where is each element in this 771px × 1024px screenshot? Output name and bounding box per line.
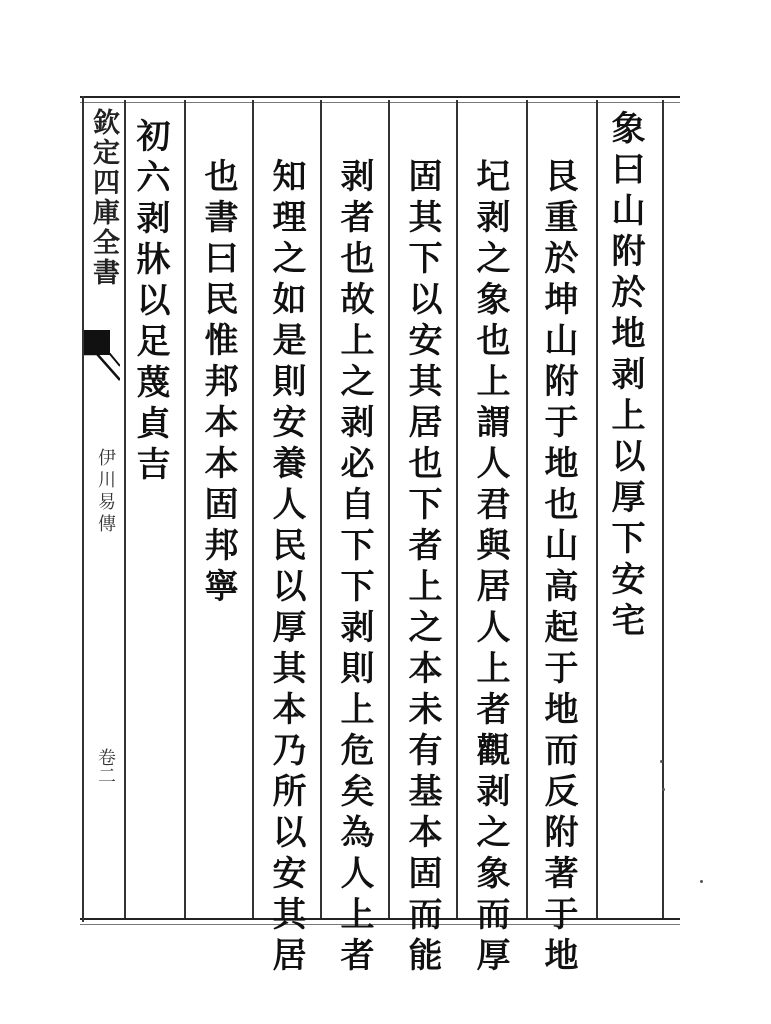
text-column: 象曰山附於地剥上以厚下安宅 [605, 110, 645, 643]
bottom-border [80, 918, 680, 920]
column-divider [662, 100, 664, 918]
text-column: 圮剥之象也上謂人君與居人上者觀剥之象而厚 [470, 158, 510, 978]
text-column: 固其下以安其居也下者上之本未有基本固而能 [402, 158, 442, 978]
series-title: 欽定四庫全書 [88, 108, 119, 288]
column-divider [526, 100, 528, 918]
print-speck [662, 788, 665, 791]
fish-tail-mark-icon [84, 330, 120, 382]
text-column: 也書曰民惟邦本本固邦寧 [198, 158, 238, 609]
bottom-border-inner [80, 924, 680, 925]
column-divider [388, 100, 390, 918]
text-column: 知理之如是則安養人民以厚其本乃所以安其居 [266, 158, 306, 978]
print-speck [700, 880, 703, 883]
page-number: 卷二 [95, 748, 116, 784]
column-divider [456, 100, 458, 918]
column-divider [320, 100, 322, 918]
text-column: 剥者也故上之剥必自下下剥則上危矣為人上者 [334, 158, 374, 978]
column-divider [124, 100, 126, 918]
top-border-inner [80, 102, 680, 103]
column-divider [184, 100, 186, 918]
column-divider [596, 100, 598, 918]
top-border [80, 96, 680, 98]
column-divider [252, 100, 254, 918]
text-column: 艮重於坤山附于地也山高起于地而反附著于地 [538, 158, 578, 978]
text-column: 初六剥牀以足蔑貞吉 [130, 118, 170, 487]
print-speck [660, 760, 663, 763]
book-title: 伊川易傳 [95, 448, 116, 536]
